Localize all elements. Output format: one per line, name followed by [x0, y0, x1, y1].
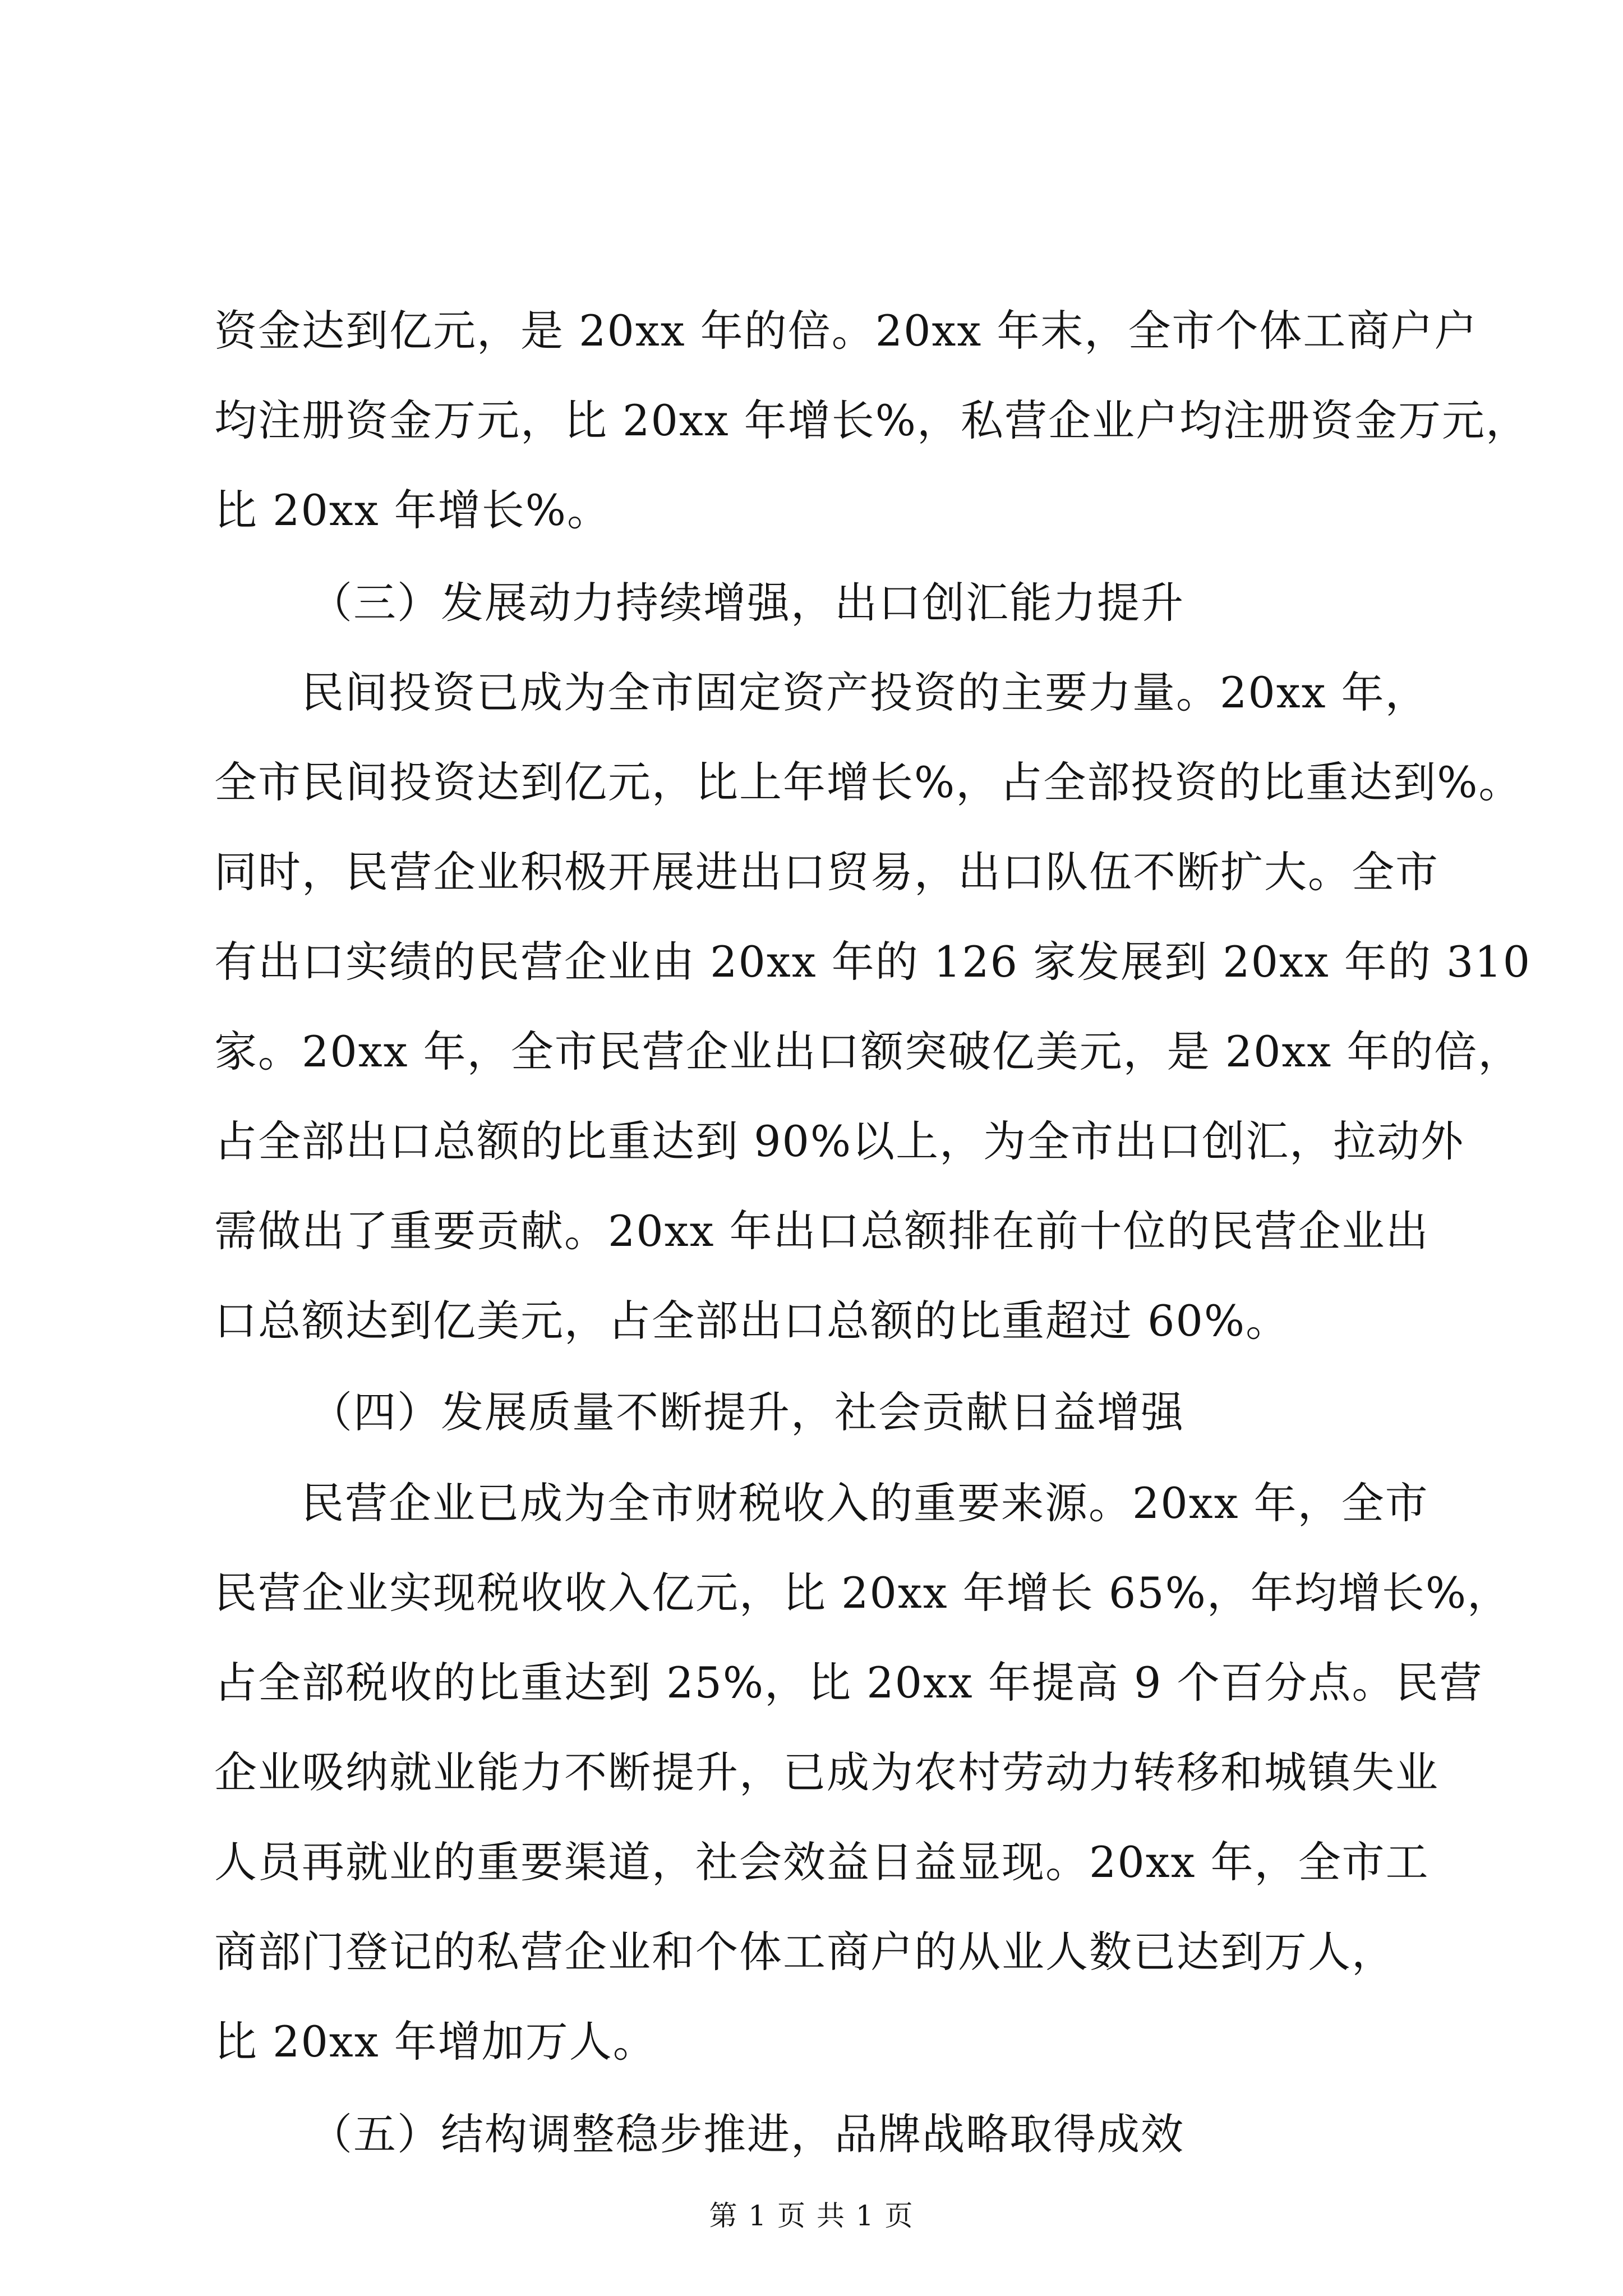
paragraph-line: 全市民间投资达到亿元，比上年增长%，占全部投资的比重达到%。: [214, 757, 1523, 807]
section-heading-3: （三）发展动力持续增强，出口创汇能力提升: [310, 578, 1184, 628]
paragraph-line: 口总额达到亿美元，占全部出口总额的比重超过 60%。: [214, 1296, 1290, 1346]
paragraph-line: 企业吸纳就业能力不断提升，已成为农村劳动力转移和城镇失业: [214, 1747, 1439, 1797]
paragraph-line: 比 20xx 年增长%。: [214, 485, 611, 535]
paragraph-line: 比 20xx 年增加万人。: [214, 2017, 657, 2067]
section-heading-4: （四）发展质量不断提升，社会贡献日益增强: [310, 1387, 1184, 1437]
paragraph-line: 占全部出口总额的比重达到 90%以上，为全市出口创汇，拉动外: [214, 1116, 1465, 1166]
paragraph-line: 民间投资已成为全市固定资产投资的主要力量。20xx 年，: [301, 668, 1429, 717]
section-heading-5: （五）结构调整稳步推进，品牌战略取得成效: [310, 2109, 1184, 2159]
paragraph-line: 均注册资金万元，比 20xx 年增长%，私营企业户均注册资金万元，: [214, 395, 1529, 445]
paragraph-line: 有出口实绩的民营企业由 20xx 年的 126 家发展到 20xx 年的 310: [214, 937, 1532, 987]
paragraph-line: 需做出了重要贡献。20xx 年出口总额排在前十位的民营企业出: [214, 1206, 1430, 1256]
paragraph-line: 资金达到亿元，是 20xx 年的倍。20xx 年末，全市个体工商户户: [214, 306, 1478, 356]
paragraph-line: 占全部税收的比重达到 25%，比 20xx 年提高 9 个百分点。民营: [214, 1658, 1483, 1708]
paragraph-line: 同时，民营企业积极开展进出口贸易，出口队伍不断扩大。全市: [214, 847, 1439, 897]
paragraph-line: 商部门登记的私营企业和个体工商户的从业人数已达到万人，: [214, 1927, 1395, 1977]
paragraph-line: 民营企业实现税收收入亿元，比 20xx 年增长 65%，年均增长%，: [214, 1568, 1511, 1618]
paragraph-line: 人员再就业的重要渠道，社会效益日益显现。20xx 年，全市工: [214, 1837, 1430, 1887]
paragraph-line: 家。20xx 年，全市民营企业出口额突破亿美元，是 20xx 年的倍，: [214, 1027, 1522, 1076]
page-number-footer: 第 1 页 共 1 页: [709, 2200, 914, 2232]
paragraph-line: 民营企业已成为全市财税收入的重要来源。20xx 年，全市: [301, 1478, 1429, 1528]
